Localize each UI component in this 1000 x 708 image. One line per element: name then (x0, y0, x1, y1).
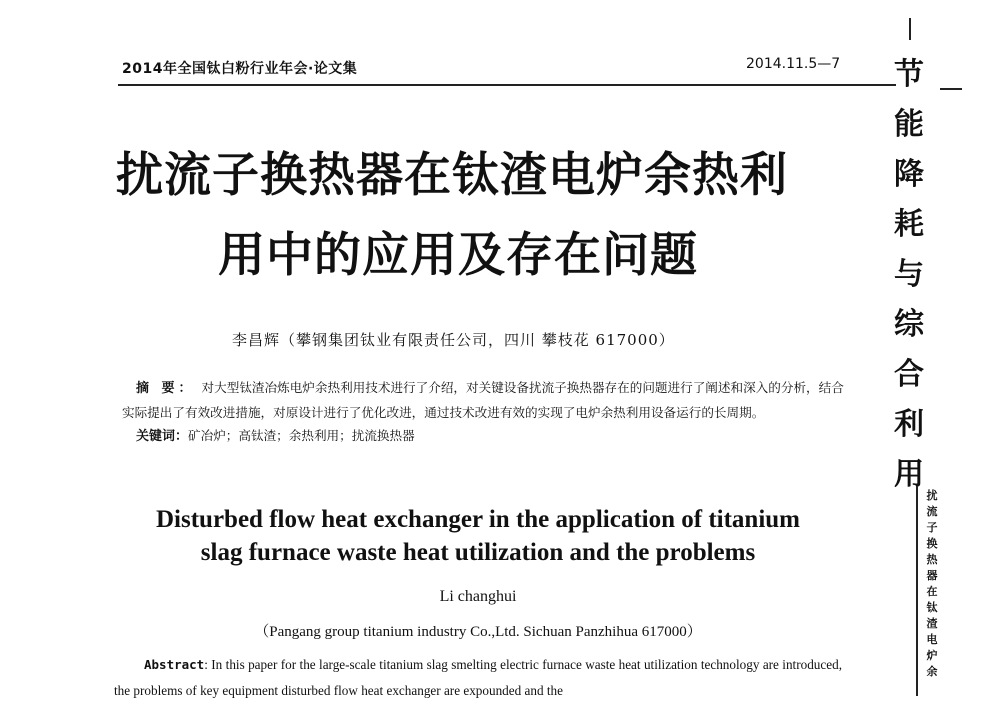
side-title-char: 在 (926, 585, 938, 598)
side-tab-char: 合 (894, 357, 924, 392)
side-running-title (920, 488, 944, 680)
side-vertical-rule (916, 486, 918, 696)
side-tab-char: 利 (894, 407, 924, 442)
title-en (116, 503, 840, 569)
side-tab-char: 与 (894, 257, 924, 292)
side-tab-char: 节 (894, 57, 924, 92)
title-cn-line-2: 用中的应用及存在问题 (218, 228, 698, 283)
abstract-cn-text: 对大型钛渣冶炼电炉余热利用技术进行了介绍，对关键设备扰流子换热器存在的问题进行了阐述和深入的分析，结合实际提出了有效改进措施，对原设计进行了优化改进，通过技术改进有效的实现了电炉余热利用设备运行的长周期。 (122, 380, 844, 420)
side-tab-char: 降 (894, 157, 924, 192)
keywords-line (122, 424, 848, 449)
margin-tick-mark (940, 88, 962, 90)
side-title-char: 器 (926, 569, 938, 582)
author-en: Li changhui (439, 588, 517, 605)
side-title-char: 子 (926, 521, 938, 534)
keywords-label: 关键词： (136, 429, 189, 444)
side-title-char: 流 (926, 505, 938, 518)
abstract-en-text: : In this paper for the large-scale titanium slag smelting electric furnace waste heat utilization technology are introduced, the problems of key equipment disturbed flow heat exchanger are expounded and the (114, 657, 842, 698)
header-rule (118, 84, 896, 86)
abstract-cn-label: 摘 要： (136, 381, 196, 396)
title-cn-line-1: 扰流子换热器在钛渣电炉余热利 (116, 148, 788, 203)
side-title-char: 换 (926, 537, 938, 550)
title-en-line-1: Disturbed flow heat exchanger in the application of titanium (156, 506, 800, 533)
margin-tick-mark (909, 18, 911, 40)
side-title-char: 扰 (926, 489, 938, 502)
side-tab-char: 耗 (894, 207, 924, 242)
side-title-char: 炉 (926, 649, 938, 662)
side-tab-char: 能 (894, 107, 924, 142)
abstract-cn (122, 376, 848, 449)
side-tab-char: 综 (894, 307, 924, 342)
side-title-char: 热 (926, 553, 938, 566)
side-tab-char: 用 (894, 457, 924, 492)
abstract-en (114, 652, 842, 704)
side-title-char: 渣 (926, 617, 938, 630)
title-en-line-2: slag furnace waste heat utilization and the problems (200, 539, 756, 566)
abstract-en-label: Abstract (144, 657, 205, 672)
side-title-char: 电 (926, 633, 938, 646)
side-title-char: 余 (926, 665, 938, 678)
author-affiliation-cn: 李昌辉（攀钢集团钛业有限责任公司，四川 攀枝花 617000） (232, 331, 675, 349)
side-title-char: 钛 (926, 601, 938, 614)
running-header-proceedings: 2014年全国钛白粉行业年会·论文集 (122, 61, 358, 77)
keywords-text: 矿冶炉；高钛渣；余热利用；扰流换热器 (188, 428, 415, 443)
running-header-date-page: 2014.11.5—7 (746, 56, 841, 72)
affiliation-en: （Pangang group titanium industry Co.,Ltd. Sichuan Panzhihua 617000） (254, 624, 702, 640)
side-section-tab (876, 50, 942, 500)
